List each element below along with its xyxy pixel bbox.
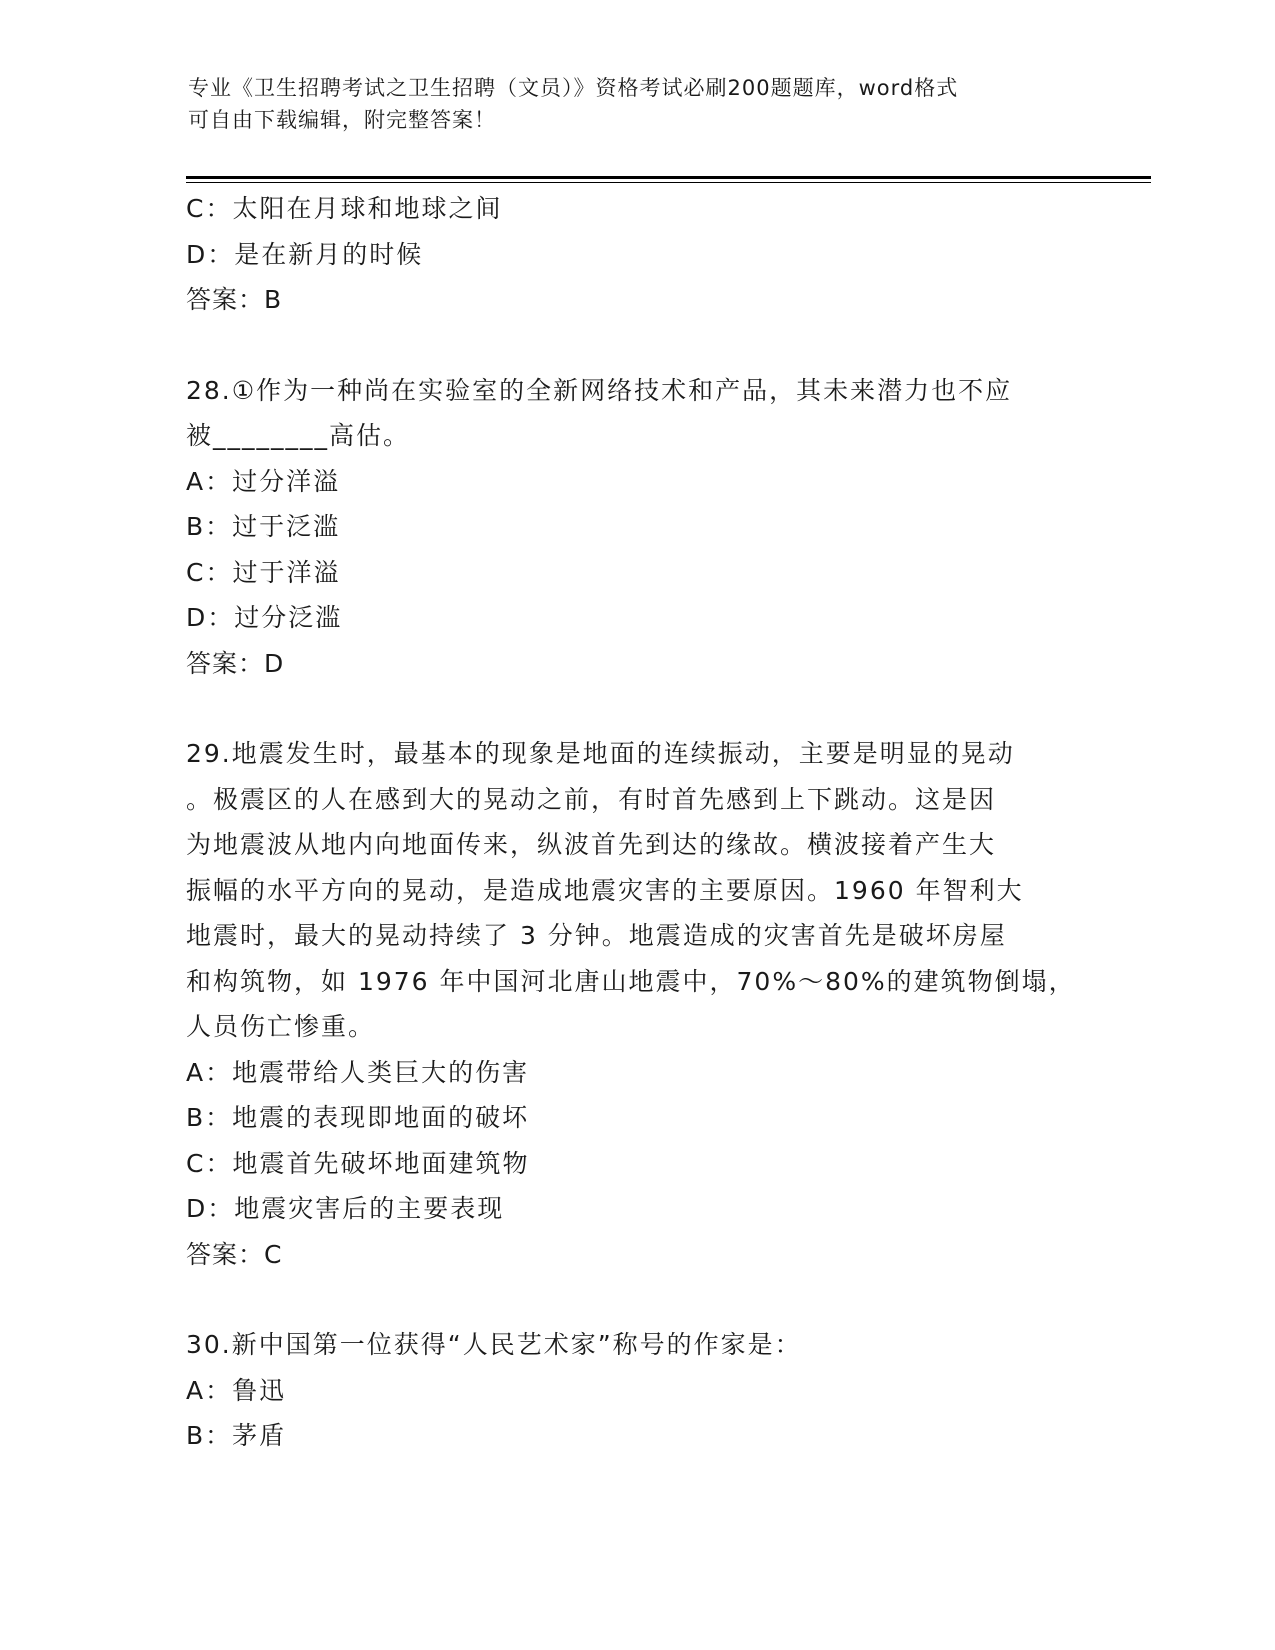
question-text: 振幅的水平方向的晃动，是造成地震灾害的主要原因。1960 年智利大 [186, 875, 1024, 905]
answer-line: 答案：D [186, 648, 285, 678]
question-text: 和构筑物，如 1976 年中国河北唐山地震中，70%～80%的建筑物倒塌， [186, 966, 1076, 996]
option-b: B：过于泛滥 [186, 512, 341, 541]
option-b: B：茅盾 [186, 1421, 287, 1450]
question-text: 30.新中国第一位获得“人民艺术家”称号的作家是： [186, 1330, 802, 1359]
question-text: 29.地震发生时，最基本的现象是地面的连续振动，主要是明显的晃动 [186, 739, 1015, 768]
document-body [186, 186, 1091, 1459]
option-a: A：鲁迅 [186, 1375, 287, 1405]
answer-line: 答案：B [186, 285, 283, 314]
option-c: C：过于洋溢 [186, 557, 341, 587]
question-text: 人员伤亡惨重。 [186, 1012, 376, 1041]
option-d: D：是在新月的时候 [186, 239, 424, 269]
answer-line: 答案：C [186, 1239, 283, 1269]
option-d: D：过分泛滥 [186, 603, 343, 632]
option-a: A：过分洋溢 [186, 466, 341, 496]
question-text: 为地震波从地内向地面传来，纵波首先到达的缘故。横波接着产生大 [186, 830, 997, 859]
question-30 [186, 1322, 1091, 1459]
question-text: 。极震区的人在感到大的晃动之前，有时首先感到上下跳动。这是因 [186, 784, 997, 814]
question-29 [186, 731, 1091, 1277]
header-title-line2: 可自由下载编辑，附完整答案！ [188, 108, 496, 132]
header-title-line1: 专业《卫生招聘考试之卫生招聘（文员）》资格考试必刷200题题库，word格式 [188, 76, 959, 100]
question-28 [186, 368, 1091, 687]
header-divider-thin [186, 182, 1151, 183]
option-d: D：地震灾害后的主要表现 [186, 1194, 505, 1223]
option-c: C：地震首先破坏地面建筑物 [186, 1148, 530, 1178]
document-header [188, 72, 1068, 136]
question-27-tail [186, 186, 1091, 323]
option-c: C：太阳在月球和地球之间 [186, 194, 503, 223]
question-text: 被________高估。 [186, 421, 411, 450]
header-divider-thick [186, 176, 1151, 179]
question-text: 28.①作为一种尚在实验室的全新网络技术和产品，其未来潜力也不应 [186, 375, 1013, 405]
option-b: B：地震的表现即地面的破坏 [186, 1103, 530, 1132]
option-a: A：地震带给人类巨大的伤害 [186, 1057, 530, 1087]
question-text: 地震时，最大的晃动持续了 3 分钟。地震造成的灾害首先是破坏房屋 [186, 921, 1007, 950]
